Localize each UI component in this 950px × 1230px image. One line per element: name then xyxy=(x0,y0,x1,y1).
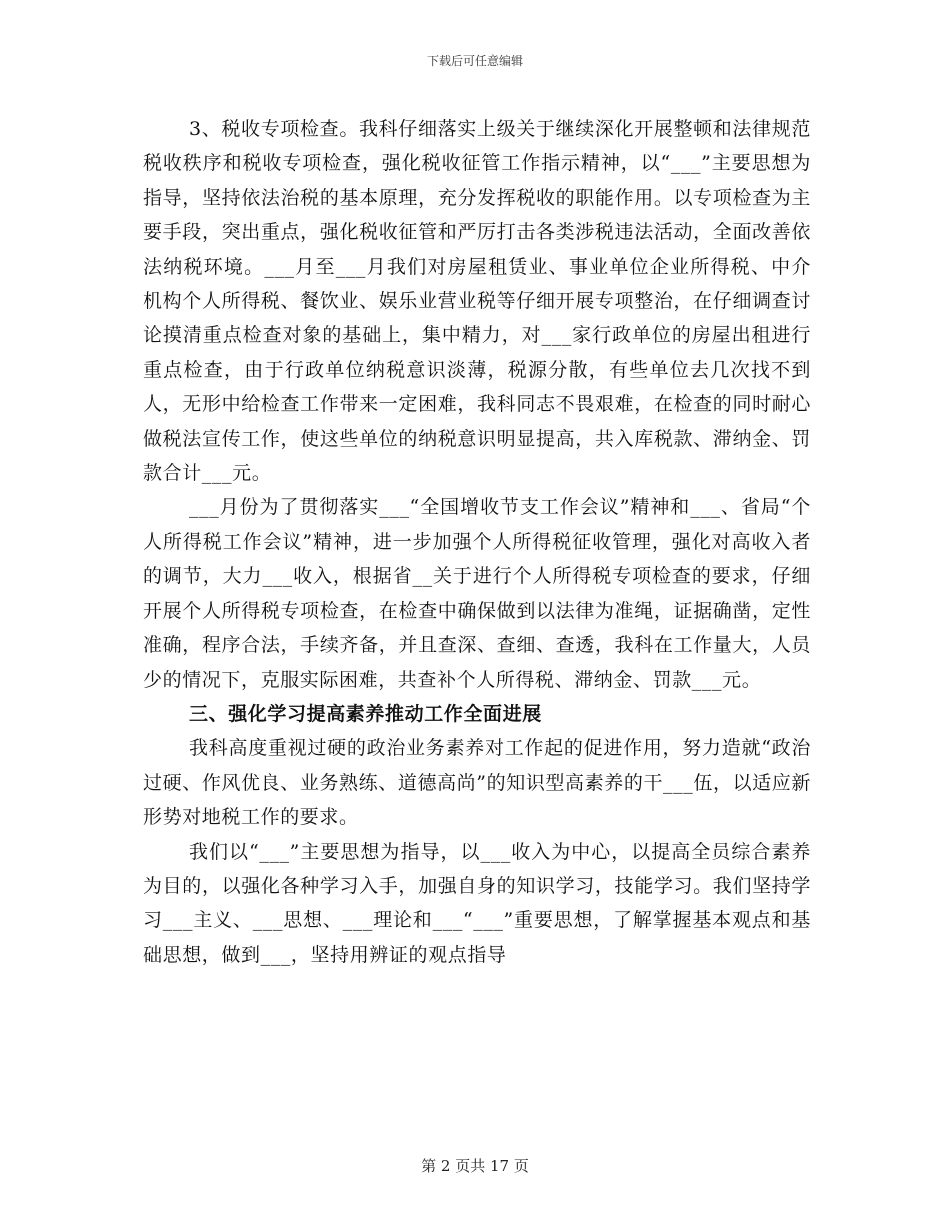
page-header-note: 下载后可任意编辑 xyxy=(426,54,523,68)
paragraph-study-method: 我们以“___”主要思想为指导，以___收入为中心，以提高全员综合素养为目的，以强化各种学习入手，加强自身的知识学习，技能学习。我们坚持学习___主义、___思想、___理论和___“___”重要思想，了解掌握基本观点和基础思想，做到___，坚持用辨证的观点指导 xyxy=(143,840,811,966)
paragraph-study-importance: 我科高度重视过硬的政治业务素养对工作起的促进作用，努力造就“政治过硬、作风优良、业务熟练、道德高尚”的知识型高素养的干___伍，以适应新形势对地税工作的要求。 xyxy=(143,737,811,829)
page-number-footer: 第 2 页共 17 页 xyxy=(421,1157,529,1175)
paragraph-personal-income-tax-inspection: ___月份为了贯彻落实___“全国增收节支工作会议”精神和___、省局“个人所得税工作会议”精神，进一步加强个人所得税征收管理，强化对高收入者的调节，大力___收入，根据省__关于进行个人所得税专项检查的要求，仔细开展个人所得税专项检查，在检查中确保做到以法律为准绳，证据确凿，定性准确，程序合法，手续齐备，并且查深、查细、查透，我科在工作量大，人员少的情况下，克服实际困难，共查补个人所得税、滞纳金、罚款___元。 xyxy=(143,496,811,691)
document-body xyxy=(143,112,811,972)
paragraph-tax-special-inspection: 3、税收专项检查。我科仔细落实上级关于继续深化开展整顿和法律规范税收秩序和税收专项检查，强化税收征管工作指示精神，以“___”主要思想为指导，坚持依法治税的基本原理，充分发挥税收的职能作用。以专项检查为主要手段，突出重点，强化税收征管和严厉打击各类涉税违法活动，全面改善依法纳税环境。___月至___月我们对房屋租赁业、事业单位企业所得税、中介机构个人所得税、餐饮业、娱乐业营业税等仔细开展专项整治，在仔细调查讨论摸清重点检查对象的基础上，集中精力，对___家行政单位的房屋出租进行重点检查，由于行政单位纳税意识淡薄，税源分散，有些单位去几次找不到人，无形中给检查工作带来一定困难，我科同志不畏艰难，在检查的同时耐心做税法宣传工作，使这些单位的纳税意识明显提高，共入库税款、滞纳金、罚款合计___元。 xyxy=(143,118,811,485)
section-heading-study: 三、强化学习提高素养推动工作全面进展 xyxy=(189,702,542,725)
